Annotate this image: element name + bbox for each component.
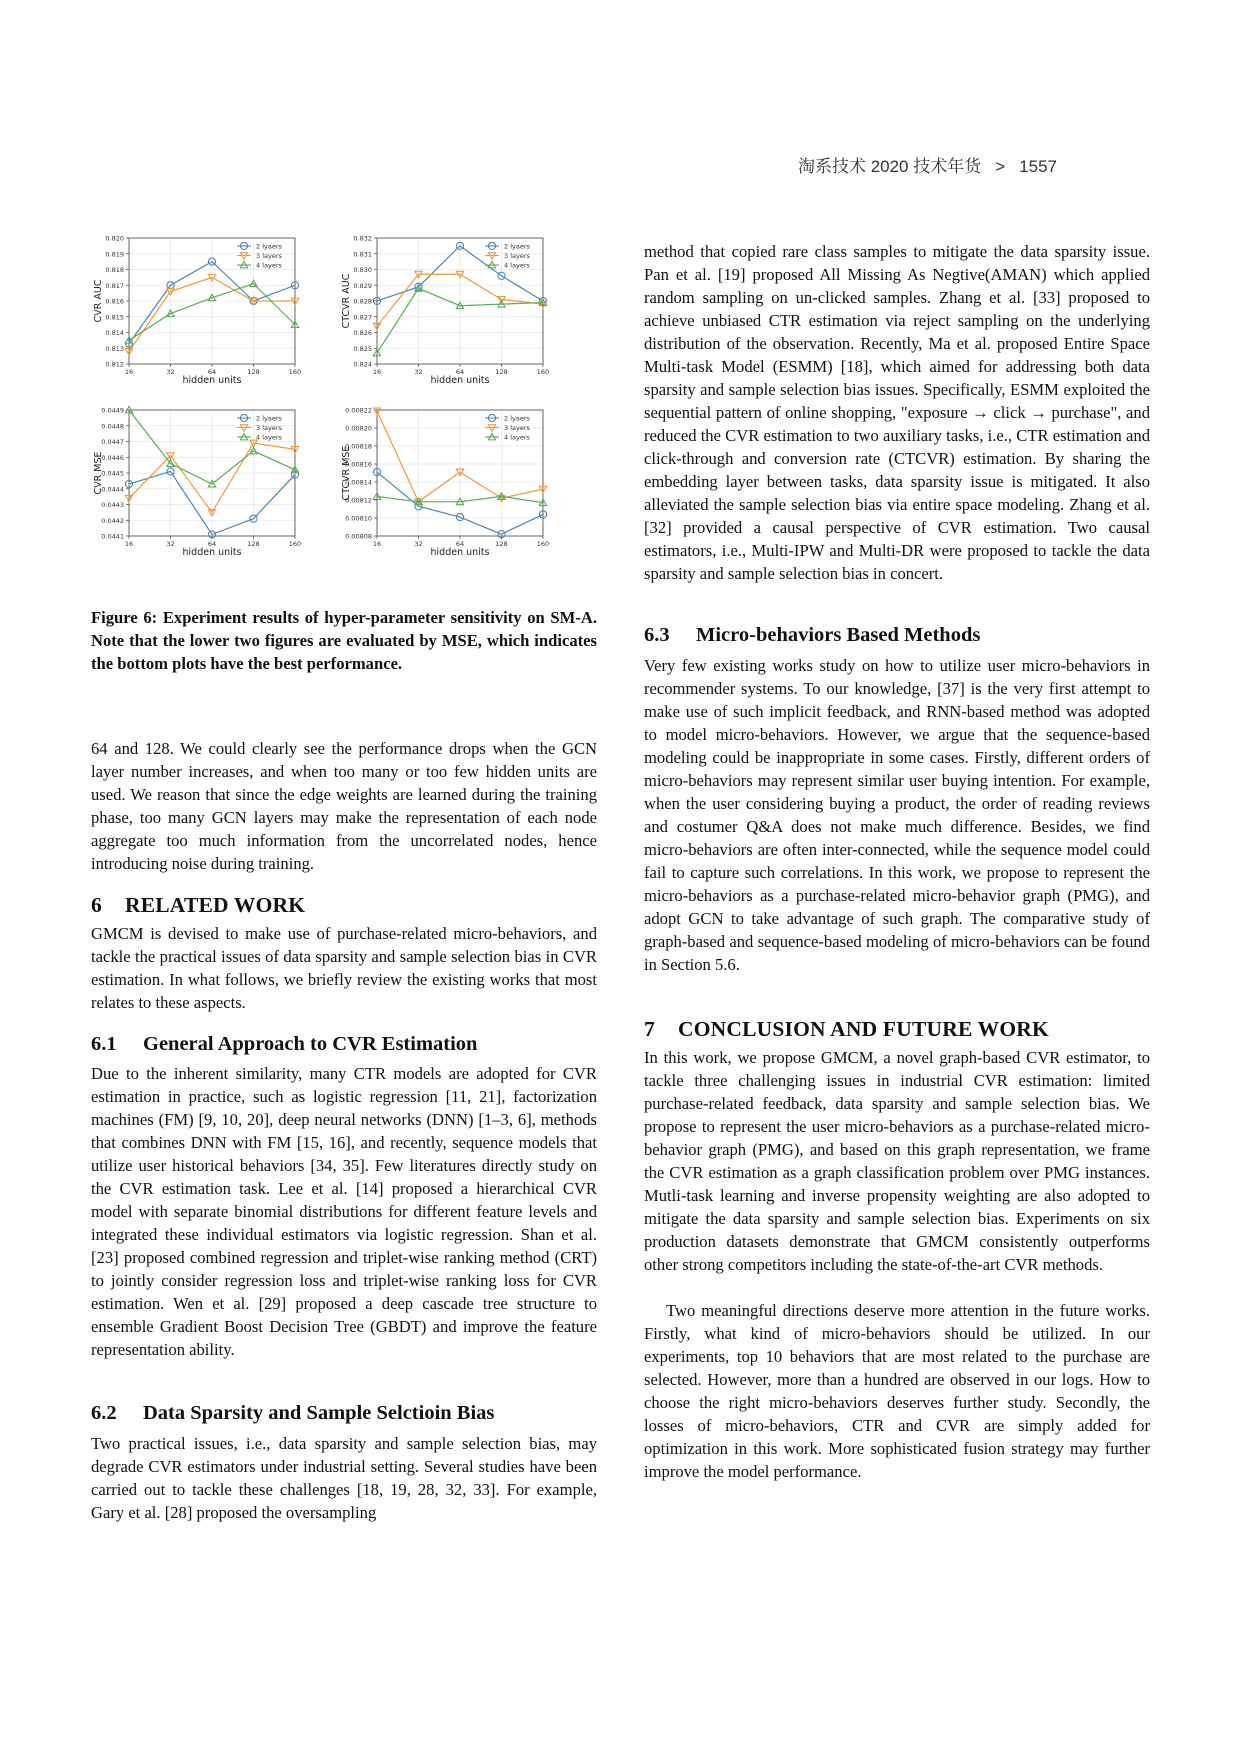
paragraph-continuation: 64 and 128. We could clearly see the performance drops when the GCN layer number increases, and when too many or too few hidden units are used. We reason that since the edge weights are learned during the training phase, too many GCN layers may make the representation of each node aggregate too much information from the uncorrelated nodes, hence introducing noise during training. <box>91 739 597 873</box>
y-axis-label: CTCVR MSE <box>341 445 352 501</box>
y-tick-label: 0.0442 <box>101 516 124 525</box>
y-tick-label: 0.814 <box>105 329 124 337</box>
chart-cvr-mse <box>91 406 341 576</box>
x-tick-label: 16 <box>124 368 134 376</box>
x-axis-label: hidden units <box>430 547 490 558</box>
legend-label: 4 layers <box>256 261 282 270</box>
y-tick-label: 0.00816 <box>345 460 372 469</box>
y-tick-label: 0.827 <box>353 313 372 322</box>
subsection-number: 6.1 <box>91 1033 117 1055</box>
y-axis-label: CVR AUC <box>93 279 104 323</box>
y-axis-label: CVR MSE <box>93 451 104 495</box>
conclusion-paragraph-2: Two meaningful directions deserve more attention in the future works. Firstly, what kind of micro-behaviors should be utilized. In our experiments, top 10 behaviors that are most related to the purchase are selected. However, more than a hundred are observed in our logs. How to choose the right micro-behaviors deserves further study. Secondly, the losses of micro-behaviors, CTR and CVR are simply added for optimization in this work. More sophisticated fusion strategy may further improve the model performance. <box>644 1301 1150 1481</box>
x-tick-label: 32 <box>414 368 423 376</box>
y-tick-label: 0.0446 <box>101 453 124 462</box>
chart-ctcvr-auc <box>339 234 589 404</box>
x-tick-label: 128 <box>495 368 508 376</box>
related-work-intro: GMCM is devised to make use of purchase-related micro-behaviors, and tackle the practical issues of data sparsity and sample selection bias in CVR estimation. In what follows, we briefly review the existing works that most relates to these aspects. <box>91 924 597 1012</box>
y-tick-label: 0.00808 <box>345 532 372 541</box>
conclusion-paragraph-1: In this work, we propose GMCM, a novel graph-based CVR estimator, to tackle three challenging issues in industrial CVR estimation: limited purchase-related feedback, data sparsity and sample selection bias. We propose to represent the user micro-behaviors as a purchase-related micro-behavior graph (PMG), and based on this graph representation, we frame the CVR estimation as a graph classification problem over PMG instances. Mutli-task learning and inverse propensity weighting are also adopted to mitigate the data sparsity and sample selection bias. Experiments on six production datasets demonstrate that GMCM consistently outperforms other strong competitors including the state-of-the-art CVR methods. <box>644 1048 1150 1274</box>
legend-label: 2 lyaers <box>256 242 282 251</box>
x-tick-label: 160 <box>536 540 550 548</box>
subsection-heading-6-2 <box>91 1400 597 1426</box>
running-header <box>798 152 1057 177</box>
y-tick-label: 0.813 <box>105 344 124 353</box>
y-tick-label: 0.00812 <box>345 496 372 505</box>
x-tick-label: 16 <box>124 540 134 548</box>
y-tick-label: 0.812 <box>105 360 124 369</box>
y-tick-label: 0.817 <box>105 281 124 290</box>
y-tick-label: 0.831 <box>353 250 372 259</box>
subsection-heading-6-3 <box>644 622 1150 648</box>
y-tick-label: 0.832 <box>353 234 372 243</box>
y-tick-label: 0.815 <box>105 313 124 322</box>
y-tick-label: 0.0444 <box>101 485 124 494</box>
x-tick-label: 32 <box>414 540 423 548</box>
subsection-title: Micro-behaviors Based Methods <box>696 624 981 646</box>
y-tick-label: 0.824 <box>353 360 372 369</box>
y-tick-label: 0.00818 <box>345 442 372 451</box>
x-tick-label: 160 <box>536 368 550 376</box>
x-tick-label: 32 <box>166 540 175 548</box>
x-tick-label: 128 <box>495 540 508 548</box>
chart-cvr-auc <box>91 234 341 404</box>
y-tick-label: 0.0449 <box>101 406 124 415</box>
figure-caption: Figure 6: Experiment results of hyper-parameter sensitivity on SM-A. Note that the lower two figures are evaluated by MSE, which indicates the bottom plots have the best performance. <box>91 608 597 673</box>
y-tick-label: 0.825 <box>353 344 372 353</box>
chart-ctcvr-mse <box>339 406 589 576</box>
legend-label: 3 layers <box>504 423 530 432</box>
y-tick-label: 0.828 <box>353 297 372 306</box>
header-separator: > <box>995 157 1006 176</box>
paragraph-continuation-right: method that copied rare class samples to mitigate the data sparsity issue. Pan et al. [19] proposed All Missing As Negtive(AMAN) which applied random sampling on un-clicked samples. Zhang et al. [33] proposed to achieve unbiased CTR estimation via reject sampling on the underlying distribution of the observation. Recently, Ma et al. proposed Entire Space Multi-task Model (ESMM) [18], which aimed for addressing both data sparsity and sample selection bias issues. Specifically, ESMM exploited the sequential pattern of online shopping, "exposure → click → purchase", and reduced the CVR estimation to two auxiliary tasks, i.e., CTR estimation and click-through and conversion rate (CTCVR) estimation. By sharing the embedding layer between tasks, data sparsity issue is mitigated. It also alleviated the sample selection bias via entire space modeling. Zhang et al. [32] provided a causal perspective of CVR estimation. Two causal estimators, i.e., Multi-IPW and Multi-DR were proposed to tackle the data sparsity and sample selection bias in concert. <box>644 242 1150 583</box>
x-tick-label: 128 <box>247 540 260 548</box>
x-tick-label: 160 <box>288 368 302 376</box>
legend-label: 4 layers <box>504 261 530 270</box>
y-tick-label: 0.0443 <box>101 501 124 509</box>
y-tick-label: 0.829 <box>353 281 372 290</box>
subsection-6-1-text: Due to the inherent similarity, many CTR models are adopted for CVR estimation in practice, such as logistic regression [11, 21], factorization machines (FM) [9, 10, 20], deep neural networks (DNN) [1–3, 6], methods that combines DNN with FM [15, 16], and recently, sequence models that utilize user historical behaviors [34, 35]. Few literatures directly study on the CVR estimation task. Lee et al. [14] proposed a hierarchical CVR model with separate binomial distributions for different feature levels and integrated these individual estimators via logistic regression. Shan et al. [23] proposed combined regression and triplet-wise ranking method (CRT) to jointly consider regression loss and triplet-wise ranking loss for CVR estimation. Wen et al. [29] proposed a deep cascade tree structure to ensemble Gradient Boost Decision Tree (GBDT) and improve the feature representation ability. <box>91 1064 597 1359</box>
legend-label: 3 layers <box>504 251 530 260</box>
y-tick-label: 0.0445 <box>101 469 124 478</box>
page-number: 1557 <box>1019 157 1057 176</box>
y-tick-label: 0.00814 <box>345 478 372 487</box>
subsection-number: 6.2 <box>91 1402 117 1424</box>
x-tick-label: 64 <box>455 540 465 548</box>
x-tick-label: 160 <box>288 540 302 548</box>
subsection-6-3-text: Very few existing works study on how to utilize user micro-behaviors in recommender systems. To our knowledge, [37] is the very first attempt to make use of such implicit feedback, and RNN-based method was adopted to model micro-behaviors. However, we argue that the sequence-based modeling could be inappropriate in some cases. Firstly, different orders of micro-behaviors may represent similar user buying intention. For example, when the user considering buying a product, the order of reading reviews and costumer Q&A does not make much difference. Besides, we find micro-behaviors are often inter-connected, while the sequence model could fail to capture such correlations. In this work, we propose to represent the micro-behaviors as a purchase-related micro-behavior graph (PMG), and adopt GCN to take advantage of such graph. The comparative study of graph-based and sequence-based modeling of micro-behaviors can be found in Section 5.6. <box>644 656 1150 974</box>
subsection-title: Data Sparsity and Sample Selctioin Bias <box>143 1402 495 1424</box>
y-tick-label: 0.0448 <box>101 422 124 431</box>
subsection-title: General Approach to CVR Estimation <box>143 1033 478 1055</box>
section-title: CONCLUSION AND FUTURE WORK <box>678 1017 1049 1041</box>
figure-6 <box>91 234 597 584</box>
legend-label: 2 lyaers <box>256 414 282 423</box>
header-title: 淘系技术 2020 技术年货 <box>797 157 982 176</box>
subsection-heading-6-1 <box>91 1031 597 1057</box>
x-tick-label: 128 <box>247 368 260 376</box>
legend-label: 2 lyaers <box>504 414 530 423</box>
subsection-6-2-text: Two practical issues, i.e., data sparsity and sample selection bias, may degrade CVR estimators under industrial setting. Several studies have been carried out to tackle these challenges [18, 19, 28, 32, 33]. For example, Gary et al. [28] proposed the oversampling <box>91 1434 597 1522</box>
x-tick-label: 32 <box>166 368 175 376</box>
x-axis-label: hidden units <box>430 375 490 386</box>
x-tick-label: 64 <box>207 540 217 548</box>
section-title: RELATED WORK <box>125 893 306 917</box>
subsection-number: 6.3 <box>644 624 670 646</box>
legend-label: 3 layers <box>256 251 282 260</box>
y-tick-label: 0.00822 <box>345 406 372 415</box>
y-tick-label: 0.826 <box>353 329 372 337</box>
y-tick-label: 0.0447 <box>101 438 124 446</box>
y-tick-label: 0.819 <box>105 250 124 259</box>
x-tick-label: 64 <box>455 368 465 376</box>
x-axis-label: hidden units <box>182 375 242 386</box>
y-tick-label: 0.830 <box>353 266 372 274</box>
y-axis-label: CTCVR AUC <box>341 273 352 329</box>
x-tick-label: 64 <box>207 368 217 376</box>
section-heading-conclusion <box>644 1016 1150 1042</box>
y-tick-label: 0.818 <box>105 266 124 274</box>
section-number: 7 <box>644 1017 655 1041</box>
y-tick-label: 0.816 <box>105 297 124 306</box>
x-tick-label: 16 <box>372 368 382 376</box>
x-axis-label: hidden units <box>182 547 242 558</box>
y-tick-label: 0.00810 <box>345 514 372 523</box>
y-tick-label: 0.00820 <box>345 424 372 433</box>
y-tick-label: 0.0441 <box>101 532 124 541</box>
legend-label: 4 layers <box>504 433 530 442</box>
legend-label: 3 layers <box>256 423 282 432</box>
section-heading-related-work <box>91 892 597 918</box>
x-tick-label: 16 <box>372 540 382 548</box>
y-tick-label: 0.820 <box>105 234 124 243</box>
legend-label: 4 layers <box>256 433 282 442</box>
section-number: 6 <box>91 893 102 917</box>
legend-label: 2 lyaers <box>504 242 530 251</box>
